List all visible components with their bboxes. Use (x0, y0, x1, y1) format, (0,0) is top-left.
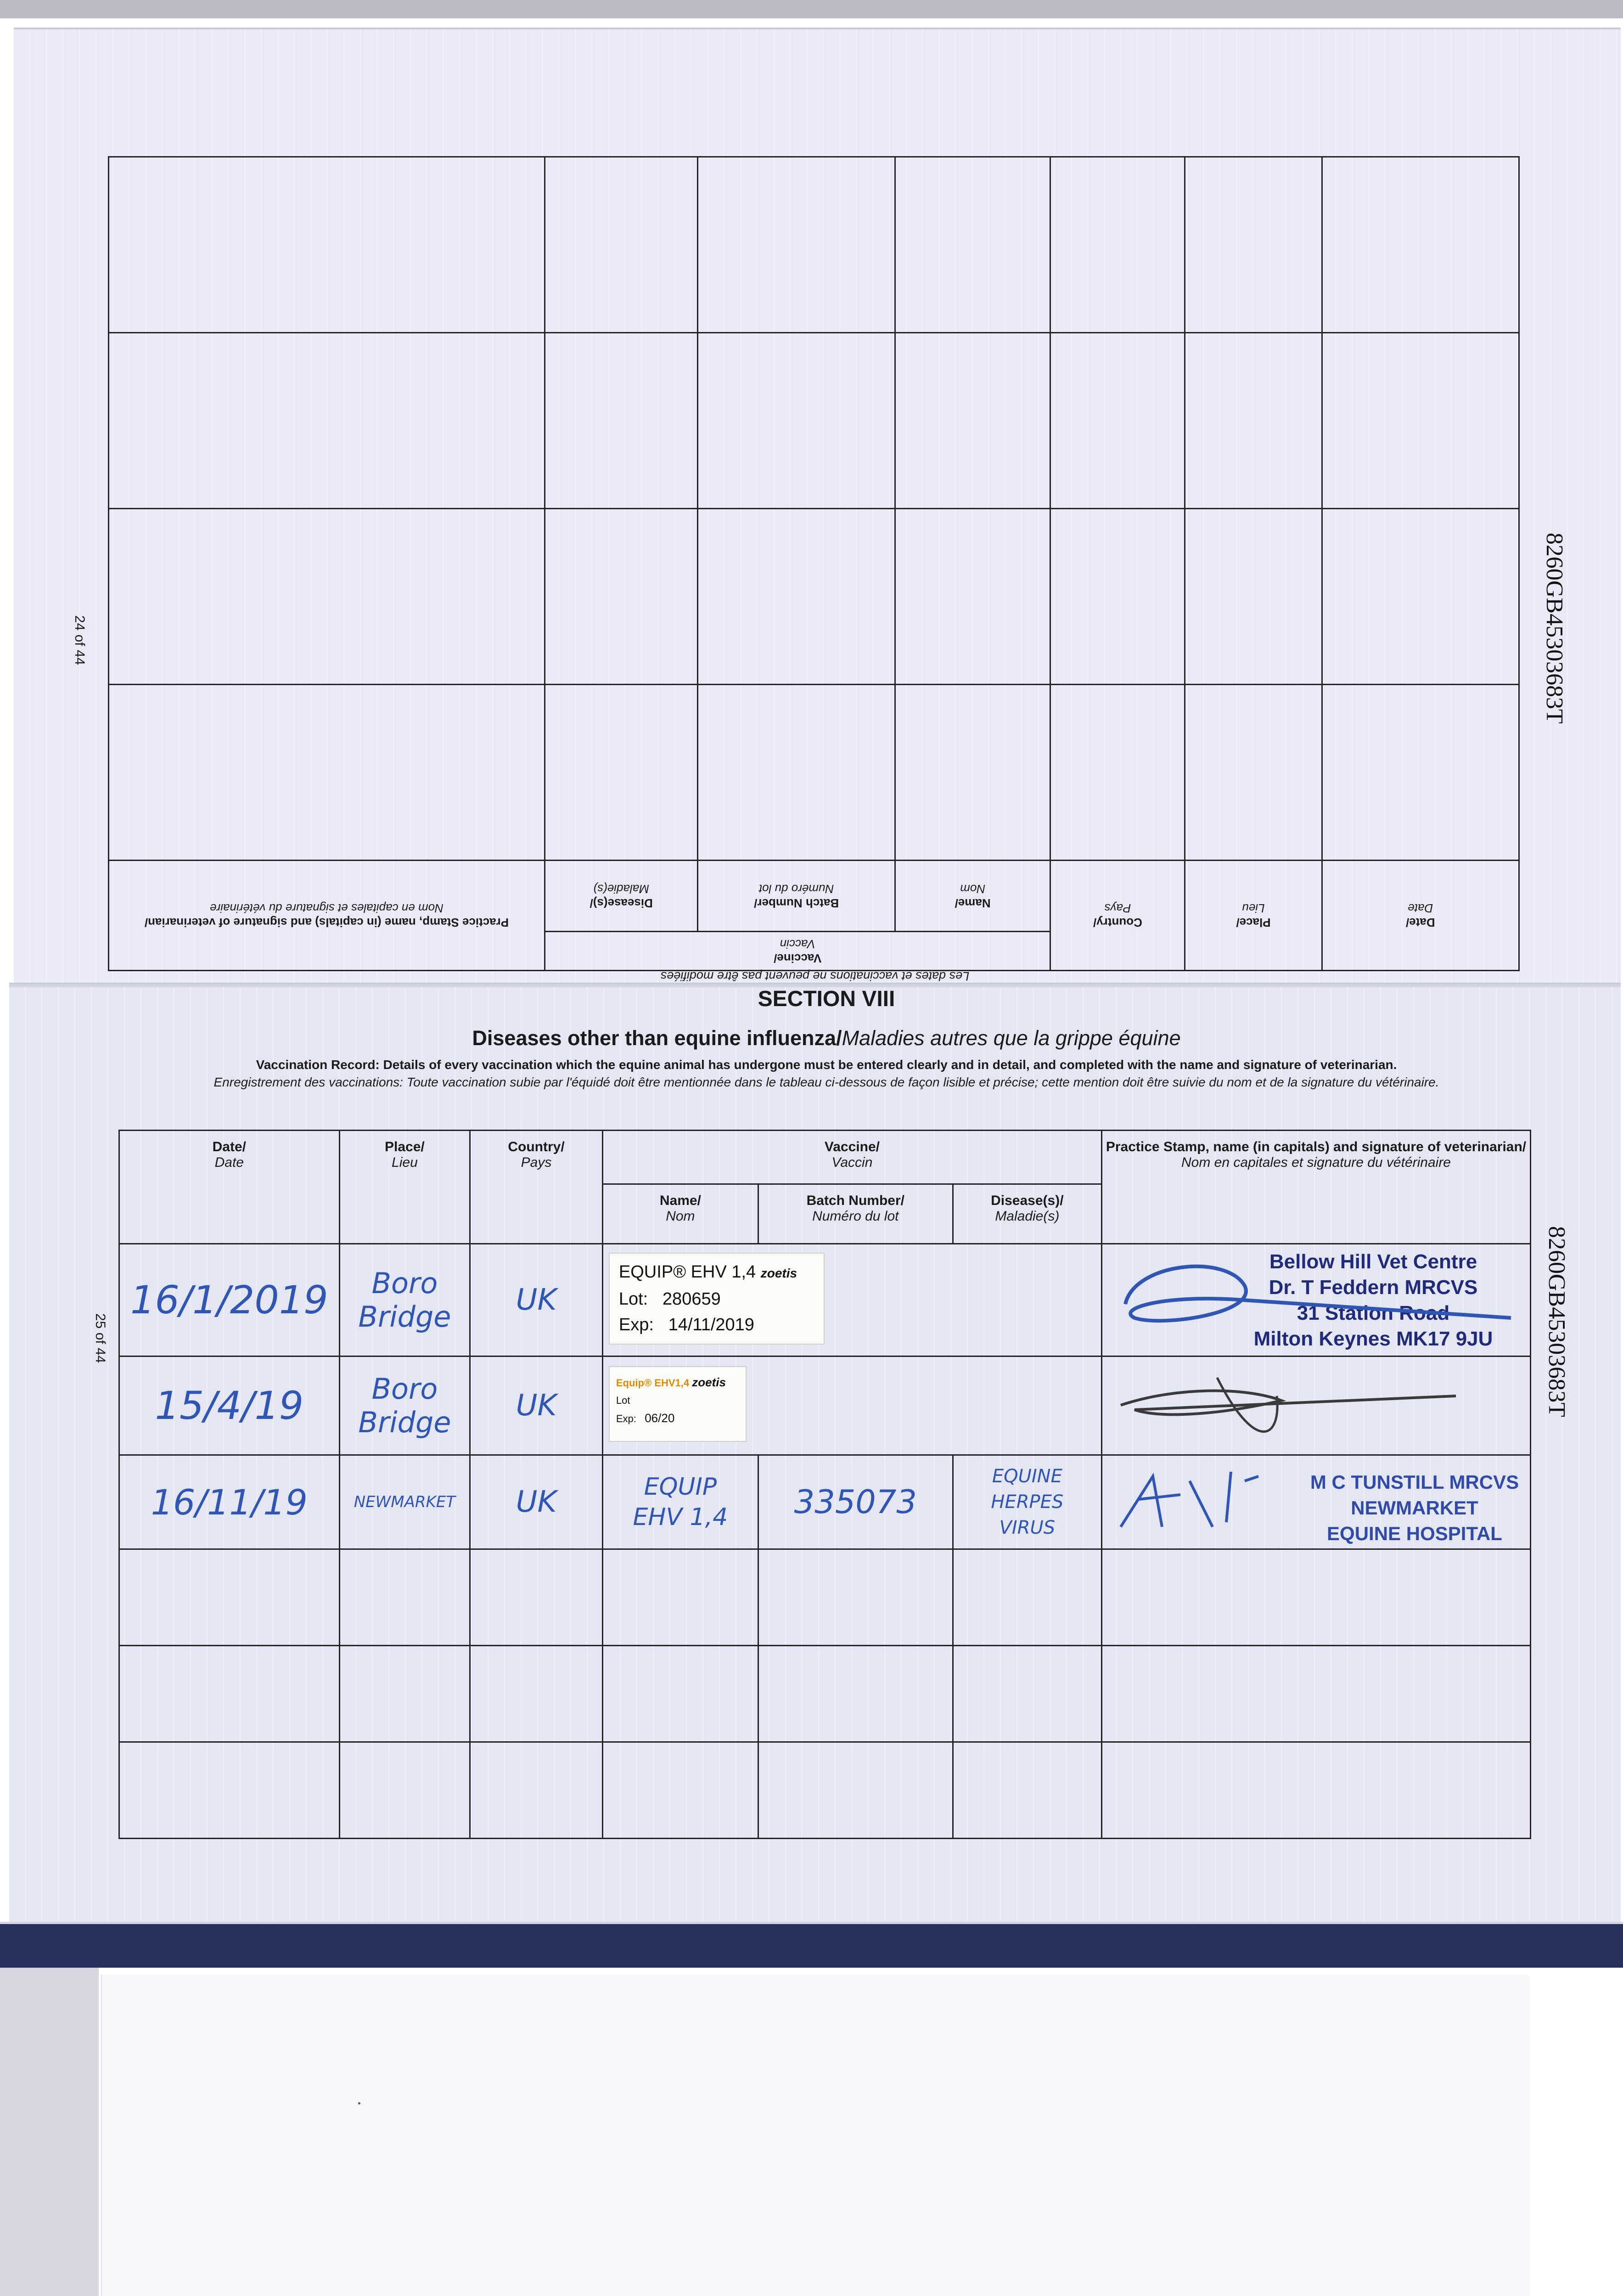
upper-header-name: Name/ Nom (895, 861, 1050, 932)
instructions-en: Vaccination Record: Details of every vaccination which the equine animal has undergone must be entered clearly and in detail, and completed with the name and signature of veterinarian. (256, 1058, 1397, 1072)
table-row (119, 1646, 1531, 1742)
practice-stamp-newmarket: M C TUNSTILL MRCVS NEWMARKET EQUINE HOSPITAL (1310, 1471, 1519, 1544)
instructions-fr: Enregistrement des vaccinations: Toute vaccination subie par l'équidé doit être mentionnée dans le tableau ci-dessous de façon lisible et précise; cette mention doit être suivie du nom et de la signature du vétérinaire. (213, 1075, 1439, 1089)
row1-country: UK (470, 1244, 603, 1356)
header-place: Place/ Lieu (339, 1131, 470, 1244)
practice-stamp-bellow-hill: Bellow Hill Vet Centre Dr. T Feddern MRCVS 31 Station Road Milton Keynes MK17 9JU (1253, 1250, 1493, 1350)
upper-vaccination-table (108, 156, 1520, 971)
row2-practice-stamp (1102, 1356, 1531, 1455)
row1-vaccine (602, 1244, 1101, 1356)
section-title: SECTION VIII (758, 987, 895, 1011)
row1-practice-stamp (1102, 1244, 1531, 1356)
table-row (119, 1455, 1531, 1549)
row2-date: 15/4/19 (119, 1356, 340, 1455)
row1-place: Boro Bridge (339, 1244, 470, 1356)
table-row (109, 333, 1519, 509)
row3-country: UK (470, 1455, 603, 1549)
row2-vaccine (602, 1356, 1101, 1455)
row3-disease: EQUINE HERPES VIRUS (953, 1455, 1101, 1549)
vaccine-label-sticker: EQUIP® EHV 1,4 zoetis Lot: 280659 Exp: 14/11/2019 (609, 1253, 825, 1345)
header-country: Country/ Pays (470, 1131, 603, 1244)
section-subtitle: Diseases other than equine influenza/Maladies autres que la grippe équine (472, 1026, 1181, 1050)
header-practice-stamp: Practice Stamp, name (in capitals) and signature of veterinarian/ Nom en capitales et signature du vétérinaire (1102, 1131, 1531, 1244)
row3-place: NEWMARKET (339, 1455, 470, 1549)
upper-header-stamp: Practice Stamp, name (in capitals) and signature of veterinarian/ Nom en capitales et signature du vétérinaire (109, 861, 545, 971)
row2-place: Boro Bridge (339, 1356, 470, 1455)
header-disease: Disease(s)/ Maladie(s) (953, 1184, 1101, 1244)
row1-date: 16/1/2019 (119, 1244, 340, 1356)
row3-practice-stamp (1102, 1455, 1531, 1549)
vaccine-label-sticker-torn: Equip® EHV1,4 zoetis Lot Exp: 06/20 (609, 1366, 747, 1442)
blank-sheet (101, 1975, 1530, 2296)
row3-date: 16/11/19 (119, 1455, 340, 1549)
serial-number-lower: 8260GB45303683T (1544, 1226, 1570, 1417)
row2-country: UK (470, 1356, 603, 1455)
header-batch: Batch Number/ Numéro du lot (758, 1184, 953, 1244)
dust-mark (358, 2102, 360, 2105)
upper-header-vaccine: Vaccine/ Vaccin (545, 932, 1050, 971)
vaccination-record-table (118, 1130, 1531, 1839)
upper-caption: Les dates et vaccinations ne peuvent pas être modifiées (660, 969, 970, 983)
table-row (119, 1549, 1531, 1646)
scan-top-edge (0, 0, 1623, 18)
vet-signature-2 (1112, 1463, 1277, 1541)
header-vaccine: Vaccine/ Vaccin (602, 1131, 1101, 1184)
table-row (109, 157, 1519, 333)
page-number-lower: 25 of 44 (93, 1313, 108, 1363)
serial-number-upper: 8260GB45303683T (1541, 533, 1567, 724)
table-row (119, 1244, 1531, 1356)
page-number-upper: 24 of 44 (72, 615, 87, 665)
blank-side (0, 1968, 99, 2296)
table-row (109, 509, 1519, 685)
table-row (119, 1742, 1531, 1839)
row3-name: EQUIP EHV 1,4 (602, 1455, 758, 1549)
upper-header-date: Date/ Date (1322, 861, 1519, 971)
row3-batch: 335073 (758, 1455, 953, 1549)
table-row (109, 685, 1519, 861)
header-date: Date/ Date (119, 1131, 340, 1244)
upper-header-batch: Batch Number/ Numéro du lot (698, 861, 895, 932)
instructions (115, 1056, 1538, 1091)
upper-header-country: Country/ Pays (1050, 861, 1185, 971)
passport-cover (0, 1924, 1623, 1968)
table-row (119, 1356, 1531, 1455)
upper-header-disease: Disease(s)/ Maladie(s) (545, 861, 697, 932)
header-name: Name/ Nom (602, 1184, 758, 1244)
upper-header-place: Place/ Lieu (1185, 861, 1322, 971)
